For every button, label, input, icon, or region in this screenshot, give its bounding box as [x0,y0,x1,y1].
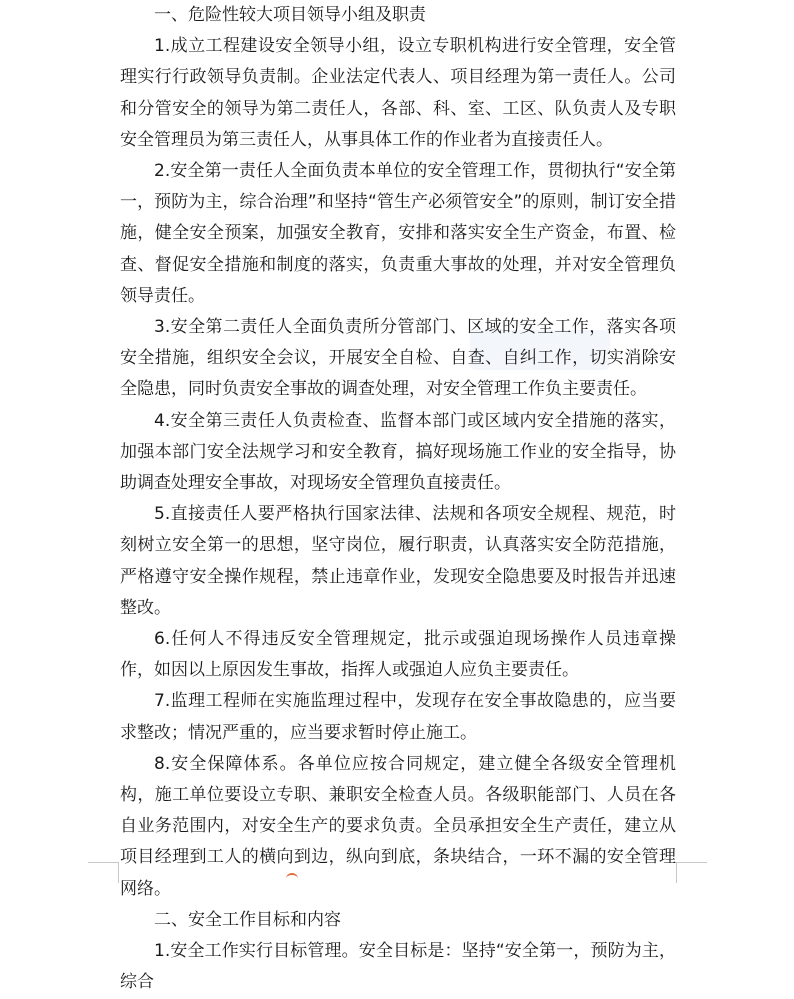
page-corner-mark-right [676,862,707,883]
paragraph-2: 2.安全第一责任人全面负责本单位的安全管理工作，贯彻执行“安全第一，预防为主，综合治理”和坚持“管生产必须管安全”的原则，制订安全措施，健全安全预案，加强安全教育，安排和落实安全生产资金，布置、检查、督促安全措施和制度的落实，负责重大事故的处理，并对安全管理负领导责任。 [120,161,676,306]
paragraph-8: 8.安全保障体系。各单位应按合同规定，建立健全各级安全管理机构，施工单位要设立专职、兼职安全检查人员。各级职能部门、人员在各自业务范围内，对安全生产的要求负责。全员承担安全生产责任，建立从项目经理到工人的横向到边，纵向到底，条块结合，一环不漏的安全管理网络。 [120,753,676,899]
section-heading-2: 二、安全工作目标和内容 [154,909,341,930]
section-heading-1: 一、危险性较大项目领导小组及职责 [154,5,426,25]
paragraph-1: 1.成立工程建设安全领导小组，设立专职机构进行安全管理，安全管理实行行政领导负责制。企业法定代表人、项目经理为第一责任人。公司和分管安全的领导为第二责任人，各部、科、室、工区、队负责人及专职安全管理员为第三责任人，从事具体工作的作业者为直接责任人。 [120,36,676,150]
page-corner-mark-left [88,862,119,883]
paragraph-4: 4.安全第三责任人负责检查、监督本部门或区域内安全措施的落实，加强本部门安全法规学习和安全教育，搞好现场施工作业的安全指导，协助调查处理安全事故，对现场安全管理负直接责任。 [120,410,676,494]
paragraph-9: 1.安全工作实行目标管理。安全目标是：坚持“安全第一，预防为主，综合 [120,941,676,993]
document-body [120,0,676,999]
paragraph-6: 6.任何人不得违反安全管理规定，批示或强迫现场操作人员违章操作，如因以上原因发生事故，指挥人或强迫人应负主要责任。 [120,629,676,681]
spellcheck-mark [286,873,298,881]
paragraph-5: 5.直接责任人要严格执行国家法律、法规和各项安全规程、规范，时刻树立安全第一的思想，坚守岗位，履行职责，认真落实安全防范措施，严格遵守安全操作规程，禁止违章作业，发现安全隐患要及时报告并迅速整改。 [120,504,676,618]
paragraph-7: 7.监理工程师在实施监理过程中，发现存在安全事故隐患的，应当要求整改；情况严重的，应当要求暂时停止施工。 [120,691,676,743]
paragraph-3: 3.安全第二责任人全面负责所分管部门、区域的安全工作，落实各项安全措施，组织安全会议，开展安全自检、自查、自纠工作，切实消除安全隐患，同时负责安全事故的调查处理，对安全管理工作负主要责任。 [120,317,676,400]
